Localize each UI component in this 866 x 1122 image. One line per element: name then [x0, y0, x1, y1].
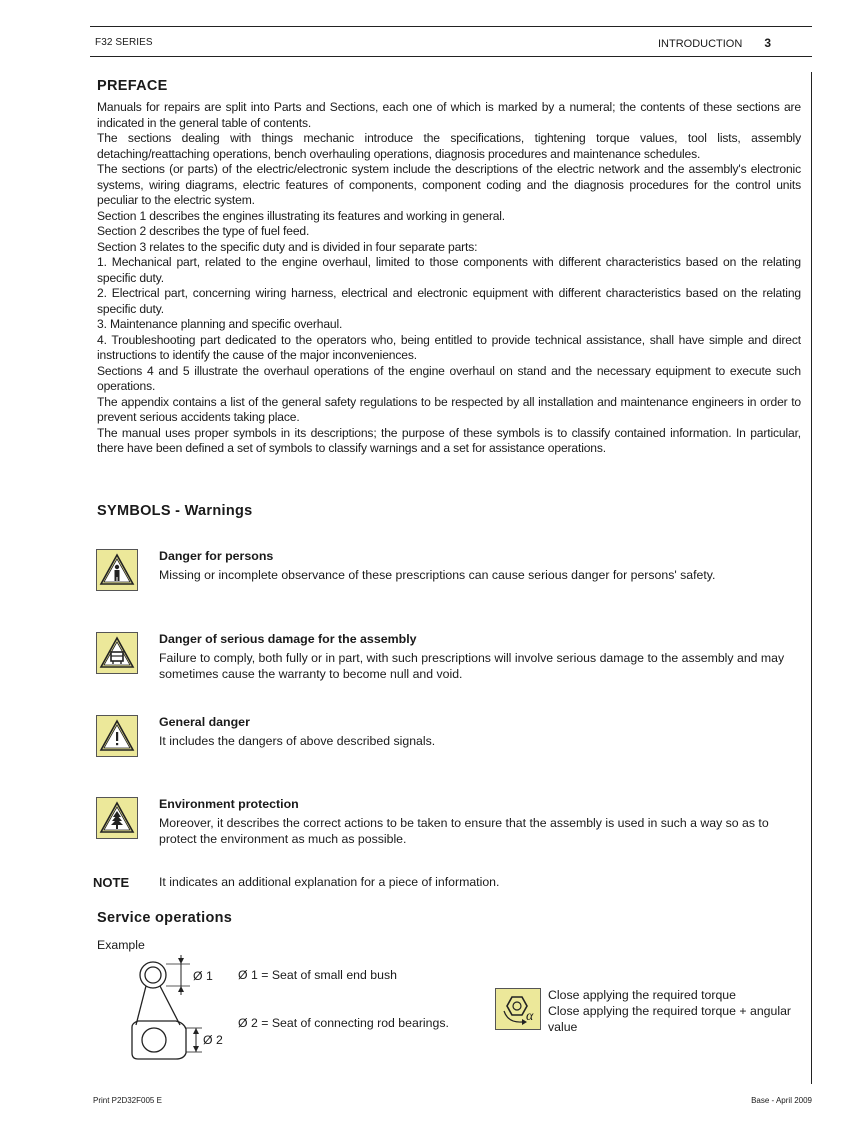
warning-danger-persons	[96, 549, 808, 609]
warning-description: It includes the dangers of above described signals.	[159, 734, 436, 748]
torque-description	[548, 987, 810, 1035]
note-label: NOTE	[93, 875, 130, 890]
header-section	[658, 36, 771, 50]
preface-paragraph: 1. Mechanical part, related to the engine overhaul, limited to those components with different characteristics based on the relating specific duty.	[97, 255, 801, 285]
preface-paragraph: 3. Maintenance planning and specific overhaul.	[97, 317, 343, 331]
note-text: It indicates an additional explanation for a piece of information.	[159, 875, 500, 889]
torque-angular-line: Close applying the required torque + angular value	[548, 1004, 792, 1034]
service-operations-title: Service operations	[97, 910, 233, 926]
angle-symbol: α	[526, 1009, 534, 1024]
general-danger-icon	[96, 715, 138, 757]
preface-title: PREFACE	[97, 78, 168, 94]
example-label: Example	[97, 938, 145, 952]
page-number: 3	[764, 36, 771, 50]
torque-icon	[495, 988, 541, 1030]
assembly-damage-icon	[96, 632, 138, 674]
preface-paragraph: The sections dealing with things mechanic introduce the specifications, tightening torque values, tool lists, assembly detaching/reattaching operations, bench overhauling operations, diagnosis procedures and maintenance schedules.	[97, 131, 801, 161]
caption-small-end-bush: Ø 1 = Seat of small end bush	[238, 968, 397, 982]
symbols-title: SYMBOLS - Warnings	[97, 503, 253, 519]
header-bottom-rule	[90, 56, 812, 57]
preface-paragraph: The sections (or parts) of the electric/electronic system include the descriptions of the electric network and the assembly's electronic systems, wiring diagrams, electric features of components, component coding and the diagnosis procedures for the control units peculiar to the electric system.	[97, 162, 801, 207]
header-section-label: INTRODUCTION	[657, 38, 743, 50]
warning-description: Moreover, it describes the correct actions to be taken to ensure that the assembly is used in such a way so as to protect the environment as much as possible.	[159, 816, 769, 846]
warning-title: Danger for persons	[159, 549, 274, 563]
footer-edition: Base - April 2009	[751, 1096, 812, 1105]
preface-paragraph: Manuals for repairs are split into Parts and Sections, each one of which is marked by a numeral; the contents of these sections are indicated in the general table of contents.	[97, 100, 801, 130]
torque-line: Close applying the required torque	[548, 988, 736, 1002]
preface-paragraph: The manual uses proper symbols in its descriptions; the purpose of these symbols is to classify contained information. In particular, there have been defined a set of symbols to classify warnings and a set for assistance operations.	[97, 425, 801, 455]
warning-description: Missing or incomplete observance of these prescriptions can cause serious danger for persons' safety.	[159, 568, 716, 582]
preface-paragraph: The appendix contains a list of the general safety regulations to be respected by all installation and maintenance engineers in order to prevent serious accidents taking place.	[97, 394, 801, 424]
footer-print-code: Print P2D32F005 E	[93, 1096, 162, 1105]
warning-general-danger	[96, 715, 808, 775]
warning-description: Failure to comply, both fully or in part, with such prescriptions will involve serious damage to the assembly and may sometimes cause the warranty to become null and void.	[159, 651, 785, 681]
warning-title: Environment protection	[159, 797, 299, 811]
header-top-rule	[90, 26, 812, 27]
dimension-2-label: Ø 2	[203, 1033, 223, 1047]
header-series: F32 SERIES	[95, 37, 153, 48]
preface-paragraph: Section 1 describes the engines illustrating its features and working in general.	[97, 208, 506, 223]
preface-paragraph: Sections 4 and 5 illustrate the overhaul operations of the engine overhaul on stand and the necessary equipment to execute such operations.	[97, 363, 801, 393]
danger-persons-icon	[96, 549, 138, 591]
preface-paragraph: 2. Electrical part, concerning wiring harness, electrical and electronic equipment with different characteristics based on the relating specific duty.	[97, 286, 801, 316]
right-margin-rule	[811, 72, 812, 1084]
preface-paragraph: Section 2 describes the type of fuel feed.	[97, 224, 310, 238]
preface-paragraph: Section 3 relates to the specific duty and is divided in four separate parts:	[97, 239, 478, 254]
connecting-rod-diagram	[128, 955, 238, 1067]
warning-title: Danger of serious damage for the assembly	[159, 632, 417, 646]
warning-assembly-damage	[96, 632, 808, 692]
warning-title: General danger	[159, 715, 250, 729]
warning-environment-protection	[96, 797, 808, 857]
preface-body	[97, 100, 801, 457]
environment-icon	[96, 797, 138, 839]
caption-rod-bearings: Ø 2 = Seat of connecting rod bearings.	[238, 1016, 449, 1030]
dimension-1-label: Ø 1	[193, 969, 213, 983]
preface-paragraph: 4. Troubleshooting part dedicated to the operators who, being entitled to provide technical assistance, shall have simple and direct instructions to identify the cause of the major inconveniences.	[97, 332, 801, 362]
